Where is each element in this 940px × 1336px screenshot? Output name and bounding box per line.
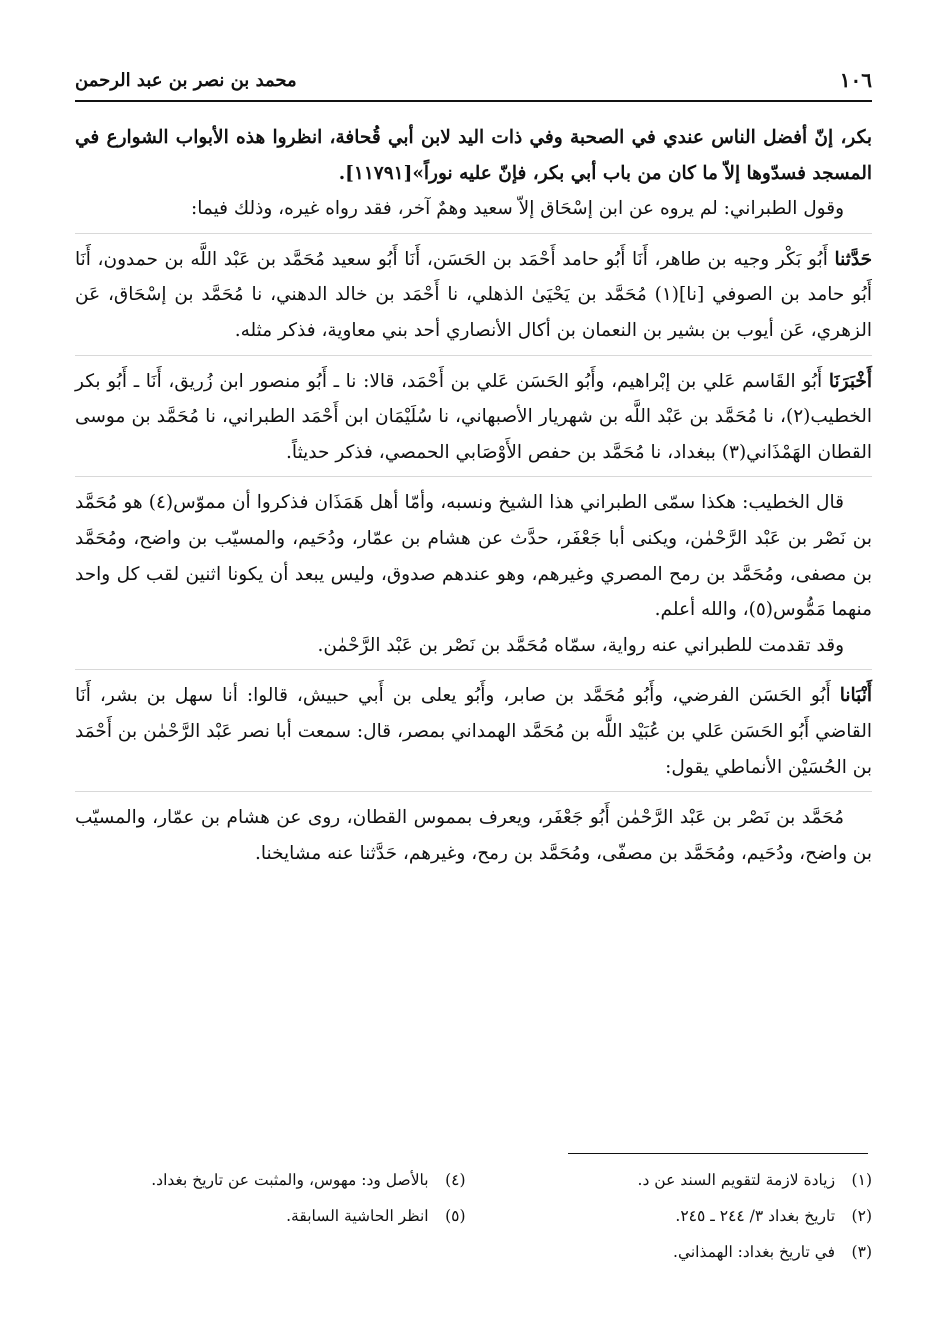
main-text <box>75 120 872 871</box>
footnote <box>75 1162 466 1198</box>
footnote-divider <box>568 1153 868 1154</box>
footnotes <box>75 1162 872 1270</box>
page-number: ١٠٦ <box>839 68 872 92</box>
footnote-number: (٤) <box>445 1171 466 1189</box>
footnote-text: تاريخ بغداد ٣/ ٢٤٤ ـ ٢٤٥. <box>675 1207 836 1225</box>
paragraph-text: بكر، إنّ أفضل الناس عندي في الصحبة وفي ذات اليد لابن أبي قُحافة، انظروا هذه الأبواب الشوارع في المسجد فسدّوها إلاّ ما كان من باب أبي بكر، فإنّ عليه نوراً»[١١٧٩١]. <box>75 127 872 184</box>
paragraph <box>75 791 872 871</box>
chain-opening-word: أَنْبَانا <box>839 685 872 707</box>
footnote <box>75 1198 466 1234</box>
footnote-text: انظر الحاشية السابقة. <box>286 1207 429 1225</box>
footnote <box>481 1234 872 1270</box>
paragraph <box>75 628 872 664</box>
paragraph <box>75 191 872 227</box>
chain-opening-word: أَخْبَرَنَا <box>828 370 872 392</box>
footnote-number: (٢) <box>851 1207 872 1225</box>
paragraph <box>75 355 872 471</box>
footnotes-left-column <box>75 1162 466 1270</box>
footnote <box>481 1162 872 1198</box>
paragraph-text: وقد تقدمت للطبراني عنه رواية، سمّاه مُحَمَّد بن نَصْر بن عَبْد الرَّحْمٰن. <box>317 634 844 656</box>
paragraph-text: قال الخطيب: هكذا سمّى الطبراني هذا الشيخ ونسبه، وأمّا أهل هَمَذَان فذكروا أن مموّس(٤) هو مُحَمَّد بن نَصْر بن عَبْد الرَّحْمٰن، ويكنى أبا جَعْفَر، حدَّث عن هشام بن عمّار، ودُحَيم، والمسيّب بن واضح، ومُحَمَّد بن مصفى، ومُحَمَّد بن رمح المصري وغيرهم، وهو عندهم صدوق، وليس يبعد أن يكونا اثنين لقب كل واحد منهما مَمُّوس(٥)، والله أعلم. <box>75 492 872 621</box>
footnote-number: (٥) <box>445 1207 466 1225</box>
footnotes-right-column <box>481 1162 872 1270</box>
paragraph-text: مُحَمَّد بن نَصْر بن عَبْد الرَّحْمٰن أَبُو جَعْفَر، ويعرف بمموس القطان، روى عن هشام بن عمّار، والمسيّب بن واضح، ودُحَيم، ومُحَمَّد بن مصفّى، ومُحَمَّد بن رمح، وغيرهم، حَدَّثنا عنه مشايخنا. <box>75 807 872 864</box>
paragraph-text: وقول الطبراني: لم يروه عن ابن إسْحَاق إلاّ سعيد وهمٌ آخر، فقد رواه غيره، وذلك فيما: <box>191 198 844 220</box>
paragraph-text: أَبُو القَاسم عَلي بن إبْراهيم، وأَبُو الحَسَن عَلي بن أَحْمَد، قالا: نا ـ أَبُو منصور ابن زُريق، أَنَا ـ أَبُو بكر الخطيب(٢)، نا مُحَمَّد بن عَبْد اللَّه بن شهريار الأصبهاني، نا سُلَيْمَان ابن أَحْمَد الطبراني، نا مُحَمَّد بن موسى القطان الهَمْذَاني(٣) ببغداد، نا مُحَمَّد بن حفص الأَوْصَابي الحمصي، فذكر حديثاً. <box>75 370 872 463</box>
footnote-number: (١) <box>851 1171 872 1189</box>
chain-opening-word: حَدَّثنا <box>834 248 872 270</box>
paragraph <box>75 476 872 627</box>
footnote-text: في تاريخ بغداد: الهمذاني. <box>673 1243 836 1261</box>
paragraph-text: أَبُو بَكْر وجيه بن طاهر، أَنَا أَبُو حامد أَحْمَد بن الحَسَن، أَنَا أَبُو سعيد مُحَمَّد بن عَبْد اللَّه بن حمدون، أَنَا أَبُو حامد بن الصوفي [نا](١) مُحَمَّد بن يَحْيَىٰ الذهلي، نا أَحْمَد بن خالد الدهني، نا مُحَمَّد بن إسْحَاق، عَن الزهري، عَن أيوب بن بشير بن النعمان بن أكال الأنصاري أحد بني معاوية، فذكر مثله. <box>75 248 872 341</box>
paragraph-text: أَبُو الحَسَن الفرضي، وأَبُو مُحَمَّد بن صابر، وأَبُو يعلى بن أَبي حبيش، قالوا: أنا سهل بن بشر، أَنَا القاضي أَبُو الحَسَن عَلي بن عُبَيْد اللَّه بن مُحَمَّد الهمداني بمصر، قال: سمعت أبا نصر عَبْد الرَّحْمٰن بن أَحْمَد بن الحُسَيْن الأنماطي يقول: <box>75 685 872 778</box>
running-header <box>75 60 872 102</box>
footnote-text: زيادة لازمة لتقويم السند عن د. <box>637 1171 836 1189</box>
paragraph <box>75 669 872 785</box>
paragraph <box>75 233 872 349</box>
footnote-text: بالأصل ود: مهوس، والمثبت عن تاريخ بغداد. <box>151 1171 429 1189</box>
footnote <box>481 1198 872 1234</box>
footnote-number: (٣) <box>851 1243 872 1261</box>
running-title: محمد بن نصر بن عبد الرحمن <box>75 69 297 91</box>
paragraph <box>75 120 872 191</box>
